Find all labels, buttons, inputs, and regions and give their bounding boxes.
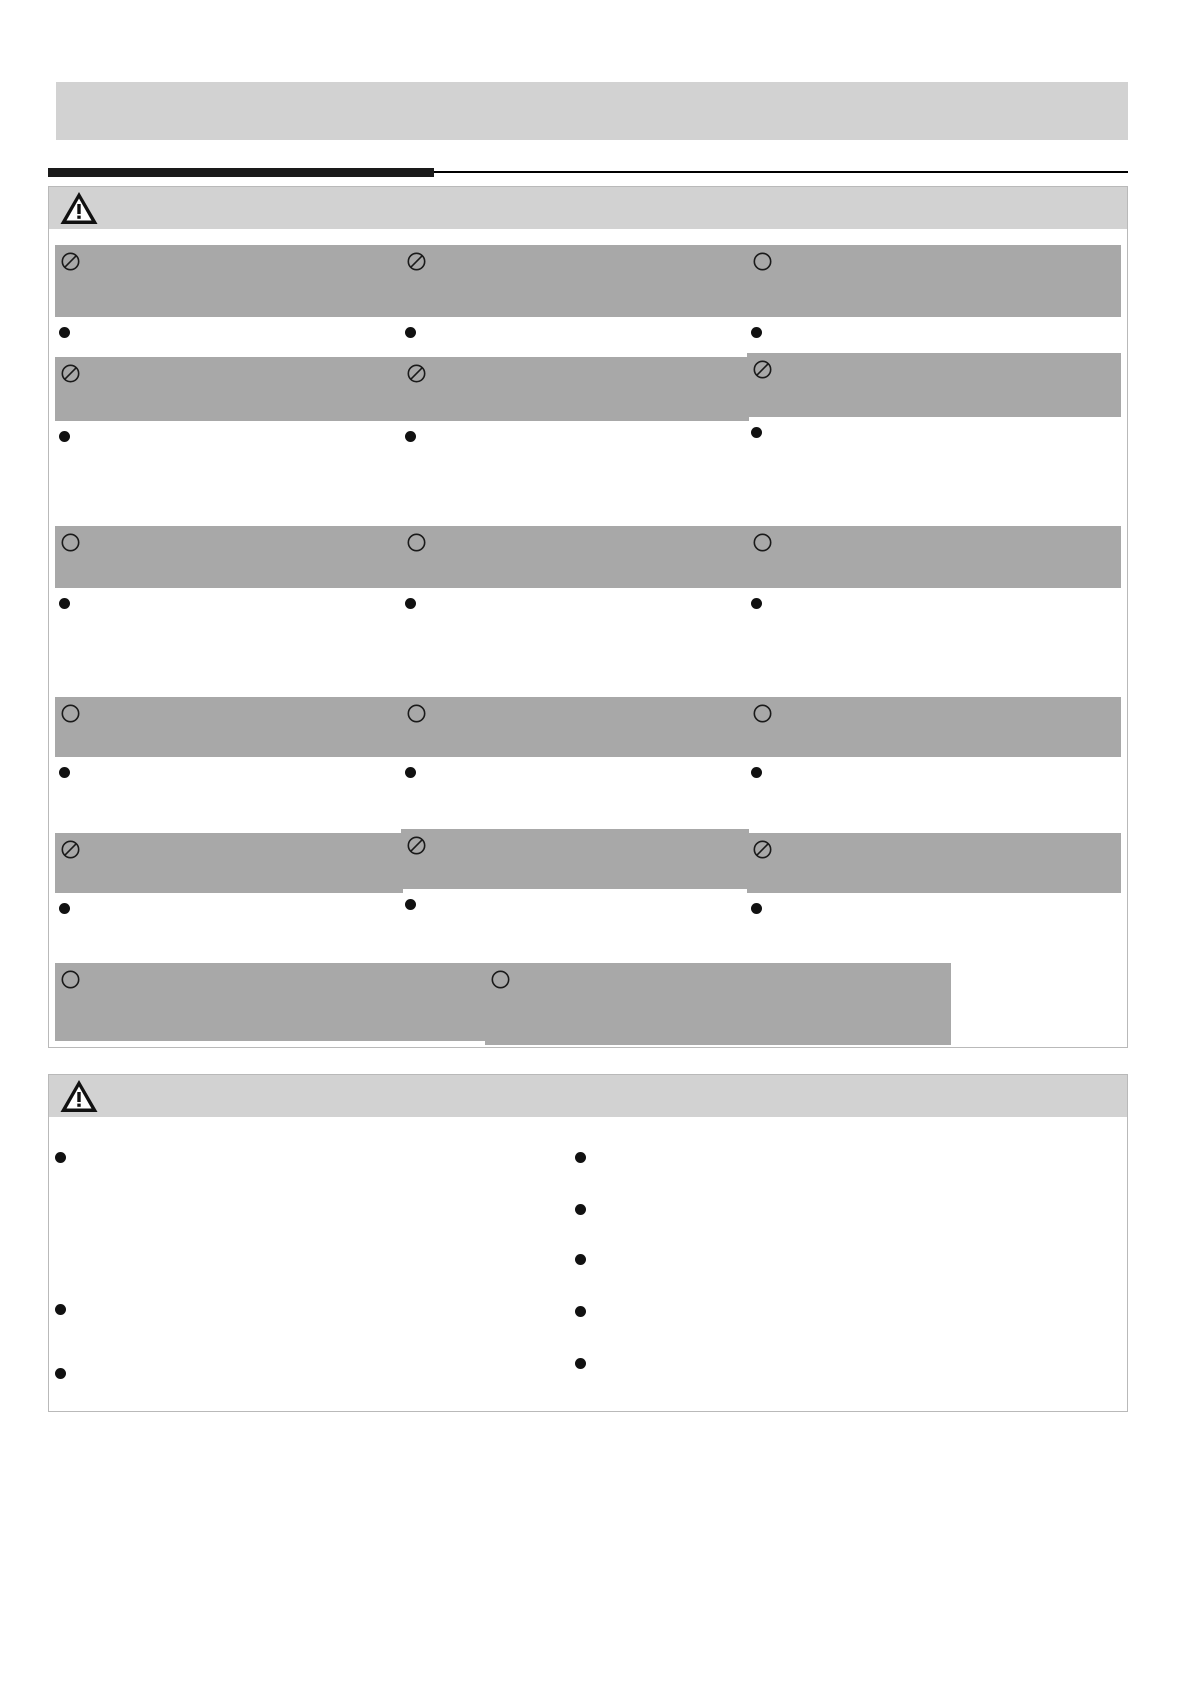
cell-caption-bar: [747, 353, 1121, 417]
cell-body: [55, 317, 403, 325]
cell-caption-bar: [401, 357, 749, 421]
warning-cell: [55, 697, 403, 765]
bullet-dot: [59, 431, 70, 442]
cell-body: [747, 588, 1121, 596]
cell-body: [55, 588, 403, 596]
prohibition-icon: [407, 364, 426, 383]
cell-body: [55, 421, 403, 429]
bullet-dot: [405, 899, 416, 910]
prohibition-icon: [61, 840, 80, 859]
prohibition-icon: [407, 836, 426, 855]
cell-caption-bar: [747, 526, 1121, 588]
cell-caption-bar: [401, 829, 749, 889]
bullet-dot: [575, 1254, 586, 1265]
cell-caption-bar: [485, 963, 951, 1045]
instruction-icon: [753, 252, 772, 271]
caution-triangle-icon: [59, 1078, 99, 1114]
instruction-icon: [753, 704, 772, 723]
prohibition-icon: [753, 840, 772, 859]
bullet-dot: [751, 327, 762, 338]
cell-caption-bar: [401, 526, 749, 588]
bullet-dot: [751, 427, 762, 438]
warning-triangle-icon: [59, 190, 99, 226]
warning-box: [48, 186, 1128, 1048]
bullet-dot: [59, 598, 70, 609]
warning-cell: [747, 245, 1121, 325]
warning-cell: [55, 526, 403, 596]
warning-cell: [401, 357, 749, 429]
warning-cell: [55, 833, 403, 901]
instruction-icon: [491, 970, 510, 989]
cell-caption-bar: [55, 526, 403, 588]
prohibition-icon: [61, 252, 80, 271]
instruction-icon: [753, 533, 772, 552]
bullet-dot: [405, 431, 416, 442]
cell-caption-bar: [55, 357, 403, 421]
bullet-dot: [575, 1358, 586, 1369]
cell-body: [55, 893, 403, 901]
warning-header: [49, 187, 1127, 229]
bullet-dot: [405, 598, 416, 609]
cell-body: [401, 889, 749, 897]
cell-caption-bar: [55, 697, 403, 757]
cell-caption-bar: [401, 245, 749, 317]
cell-body: [747, 317, 1121, 325]
instruction-icon: [61, 533, 80, 552]
cell-body: [747, 417, 1121, 425]
bullet-dot: [59, 903, 70, 914]
prohibition-icon: [753, 360, 772, 379]
warning-cell: [747, 833, 1121, 901]
cell-body: [401, 421, 749, 429]
warning-cell: [401, 829, 749, 897]
cell-body: [401, 317, 749, 325]
warning-cell: [485, 963, 951, 1045]
cell-body: [747, 757, 1121, 765]
cell-caption-bar: [747, 245, 1121, 317]
warning-cell: [55, 245, 403, 325]
cell-body: [401, 757, 749, 765]
page-header-band: [56, 82, 1128, 140]
warning-cell: [401, 526, 749, 596]
cell-caption-bar: [55, 833, 403, 893]
warning-cell: [55, 963, 499, 1041]
prohibition-icon: [407, 252, 426, 271]
cell-caption-bar: [747, 697, 1121, 757]
bullet-dot: [59, 327, 70, 338]
bullet-dot: [575, 1306, 586, 1317]
instruction-icon: [61, 970, 80, 989]
cell-body: [747, 893, 1121, 901]
instruction-icon: [407, 704, 426, 723]
warning-cell: [747, 697, 1121, 765]
instruction-icon: [407, 533, 426, 552]
cell-caption-bar: [55, 245, 403, 317]
bullet-dot: [55, 1152, 66, 1163]
cell-body: [55, 757, 403, 765]
bullet-dot: [55, 1368, 66, 1379]
warning-cell: [55, 357, 403, 429]
warning-cell: [401, 697, 749, 765]
warning-cell: [401, 245, 749, 325]
section-rule: [48, 168, 1128, 176]
bullet-dot: [575, 1204, 586, 1215]
cell-caption-bar: [747, 833, 1121, 893]
warning-cell: [747, 353, 1121, 425]
warning-cell: [747, 526, 1121, 596]
bullet-dot: [405, 327, 416, 338]
bullet-dot: [751, 903, 762, 914]
cell-body: [401, 588, 749, 596]
cell-caption-bar: [401, 697, 749, 757]
bullet-dot: [59, 767, 70, 778]
prohibition-icon: [61, 364, 80, 383]
caution-box: [48, 1074, 1128, 1412]
bullet-dot: [575, 1152, 586, 1163]
bullet-dot: [405, 767, 416, 778]
bullet-dot: [55, 1304, 66, 1315]
caution-header: [49, 1075, 1127, 1117]
cell-caption-bar: [55, 963, 499, 1041]
bullet-dot: [751, 598, 762, 609]
section-rule-thick: [48, 168, 434, 177]
bullet-dot: [751, 767, 762, 778]
instruction-icon: [61, 704, 80, 723]
